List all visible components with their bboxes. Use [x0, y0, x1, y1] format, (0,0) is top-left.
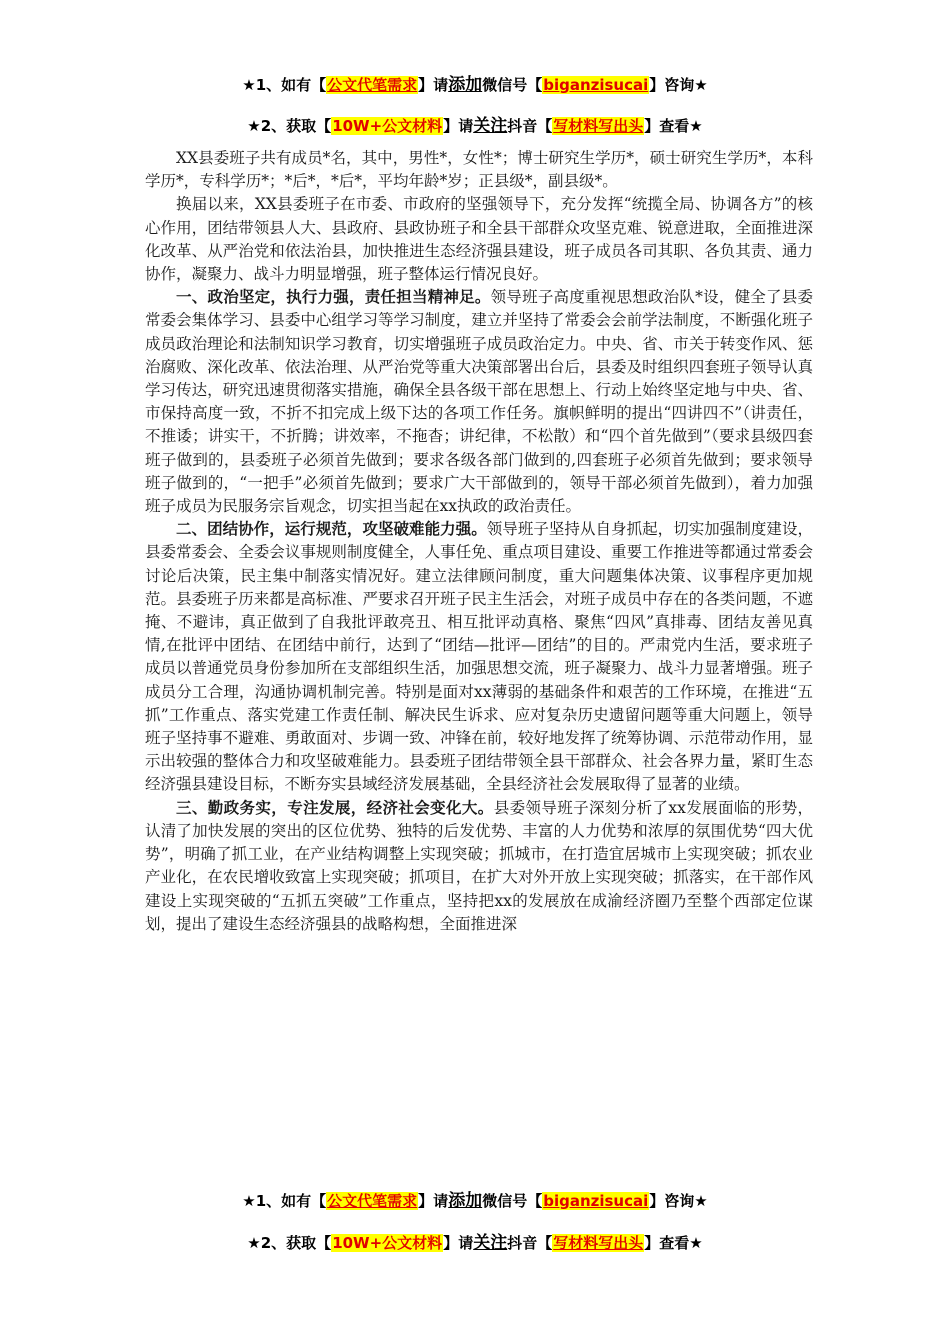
banner1-suffix: 】咨询★ — [649, 1192, 708, 1210]
banner1-highlight-service: 公文代笔需求 — [327, 76, 418, 94]
banner2-highlight-materials: 10W+公文材料 — [332, 117, 443, 135]
banner2-douyin-account: 写材料写出头 — [553, 117, 644, 135]
paragraph-overview: 换届以来，XX县委班子在市委、市政府的坚强领导下，充分发挥“统揽全局、协调各方”的核心作用，团结带领县人大、县政府、县政协班子和全县干部群众攻坚克难、锐意进取，全面推进深化改革、从严治党和依法治县，加快推进生态经济强县建设，班子成员各司其职、各负其责、通力协作，凝聚力、战斗力明显增强，班子整体运行情况良好。 — [145, 195, 813, 284]
banner2-prefix: ★2、获取【 — [247, 117, 332, 135]
banner2-middle: 】请 — [443, 117, 474, 135]
banner2-emphasis: 关注 — [473, 1233, 508, 1253]
banner2-prefix: ★2、获取【 — [247, 1234, 332, 1252]
banner1-suffix: 】咨询★ — [649, 76, 708, 94]
banner1-emphasis: 添加 — [448, 1191, 483, 1211]
banner1-wechat-id: biganzisucai — [543, 1192, 649, 1210]
bottom-banner-line-2 — [0, 1228, 950, 1253]
paragraph-section-1 — [145, 286, 813, 518]
banner2-middle: 】请 — [443, 1234, 474, 1252]
paragraph-intro-stats: XX县委班子共有成员*名，其中，男性*，女性*；博士研究生学历*，硕士研究生学历*，本科学历*，专科学历*；*后*，*后*，平均年龄*岁；正县级*，副县级*。 — [145, 149, 813, 191]
banner1-highlight-service: 公文代笔需求 — [327, 1192, 418, 1210]
section-3-heading: 三、勤政务实，专注发展，经济社会变化大。 — [176, 798, 494, 817]
paragraph-section-2 — [145, 518, 813, 796]
section-3-text: 县委领导班子深刻分析了xx发展面临的形势，认清了加快发展的突出的区位优势、独特的后发优势、丰富的人力优势和浓厚的氛围优势“四大优势”，明确了抓工业，在产业结构调整上实现突破；抓城市，在打造宜居城市上实现突破；抓农业产业化，在农民增收致富上实现突破；抓项目，在扩大对外开放上实现突破；抓落实，在干部作风建设上实现突破的“五抓五突破”工作重点，坚持把xx的发展放在成渝经济圈乃至整个西部定位谋划，提出了建设生态经济强县的战略构想，全面推进深 — [145, 798, 813, 933]
banner2-suffix: 】查看★ — [644, 117, 703, 135]
section-1-text: 领导班子高度重视思想政治队*设，健全了县委常委会集体学习、县委中心组学习等学习制度，建立并坚持了常委会会前学法制度，不断强化班子成员政治理论和法制知识学习教育，切实增强班子成员政治定力。中央、省、市关于转变作风、惩治腐败、深化改革、依法治理、从严治党等重大决策部署出台后，县委及时组织四套班子领导认真学习传达，研究迅速贯彻落实措施，确保全县各级干部在思想上、行动上始终坚定地与中央、省、市保持高度一致，不折不扣完成上级下达的各项工作任务。旗帜鲜明的提出“四讲四不”（讲责任，不推诿；讲实干，不折腾；讲效率，不拖杳；讲纪律，不松散）和“四个首先做到”（要求县级四套班子做到的，县委班子必须首先做到；要求各级各部门做到的,四套班子必须首先做到；要求领导班子做到的，“一把手”必须首先做到；要求广大干部做到的，领导干部必须首先做到），着力加强班子成员为民服务宗旨观念，切实担当起在xx执政的政治责任。 — [145, 288, 813, 516]
banner2-douyin-account: 写材料写出头 — [553, 1234, 644, 1252]
banner1-middle: 】请 — [418, 76, 449, 94]
section-2-text: 领导班子坚持从自身抓起，切实加强制度建设，县委常委会、全委会议事规则制度健全，人事任免、重点项目建设、重要工作推进等都通过常委会讨论后决策，民主集中制落实情况好。建立法律顾问制度，重大问题集体决策、议事程序更加规范。县委班子历来都是高标准、严要求召开班子民主生活会，对班子成员中存在的各类问题，不遮掩、不避讳，真正做到了自我批评敢亮丑、相互批评动真格、聚焦“四风”真排毒、团结友善见真情,在批评中团结、在团结中前行，达到了“团结—批评—团结”的目的。严肃党内生活，要求班子成员以普通党员身份参加所在支部组织生活，加强思想交流，班子凝聚力、战斗力显著增强。班子成员分工合理，沟通协调机制完善。特别是面对xx薄弱的基础条件和艰苦的工作环境，在推进“五抓”工作重点、落实党建工作责任制、解决民生诉求、应对复杂历史遗留问题等重大问题上，领导班子坚持事不避难、勇敢面对、步调一致、冲锋在前，较好地发挥了统筹协调、示范带动作用，显示出较强的整体合力和攻坚破难能力。县委班子团结带领全县干部群众、社会各界力量，紧盯生态经济强县建设目标，不断夯实县域经济发展基础，全县经济社会发展取得了显著的业绩。 — [145, 520, 813, 794]
bottom-banner-line-1 — [0, 1186, 950, 1211]
top-banner-line-2 — [0, 111, 950, 136]
banner1-prefix: ★1、如有【 — [242, 76, 327, 94]
banner1-middle: 】请 — [418, 1192, 449, 1210]
banner2-suffix: 】查看★ — [644, 1234, 703, 1252]
banner2-emphasis: 关注 — [473, 116, 508, 136]
section-1-heading: 一、政治坚定，执行力强，责任担当精神足。 — [176, 288, 491, 307]
section-2-heading: 二、团结协作，运行规范，攻坚破难能力强。 — [176, 520, 487, 539]
banner2-highlight-materials: 10W+公文材料 — [332, 1234, 443, 1252]
banner1-prefix: ★1、如有【 — [242, 1192, 327, 1210]
banner2-middle-2: 抖音【 — [507, 1234, 553, 1252]
banner2-middle-2: 抖音【 — [507, 117, 553, 135]
banner1-middle-2: 微信号【 — [482, 1192, 543, 1210]
banner1-emphasis: 添加 — [448, 75, 483, 95]
paragraph-section-3 — [145, 797, 813, 936]
banner1-wechat-id: biganzisucai — [543, 76, 649, 94]
banner1-middle-2: 微信号【 — [482, 76, 543, 94]
top-banner-line-1 — [0, 70, 950, 95]
document-body — [145, 147, 813, 936]
